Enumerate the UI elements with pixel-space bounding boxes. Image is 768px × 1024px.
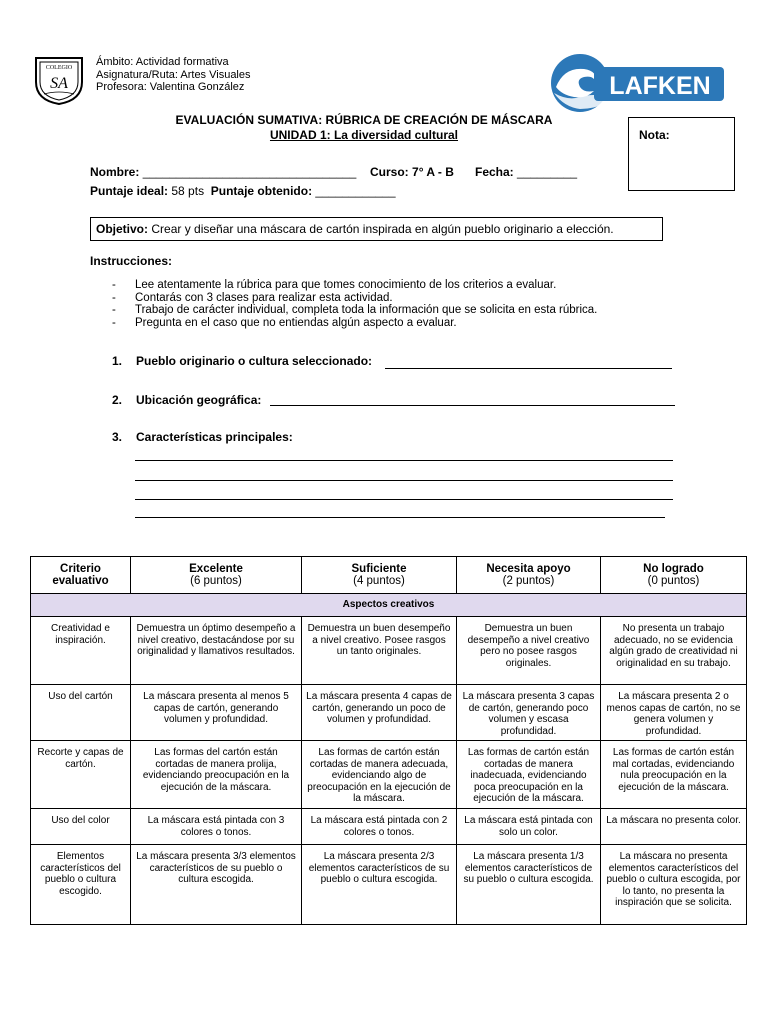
table-cell: Demuestra un buen desempeño a nivel creativo pero no posee rasgos originales. — [457, 617, 601, 685]
curso-row — [370, 165, 454, 179]
section-row — [31, 594, 747, 617]
puntaje-obtenido-label: Puntaje obtenido: — [210, 184, 313, 198]
criterion-cell: Recorte y capas de cartón. — [31, 741, 131, 809]
question-1: 1. Pueblo originario o cultura seleccionado: — [112, 354, 373, 368]
nota-box[interactable] — [628, 117, 735, 191]
table-row — [31, 617, 747, 685]
list-item: - Contarás con 3 clases para realizar esta actividad. — [112, 292, 597, 305]
column-header: Necesita apoyo (2 puntos) — [457, 557, 601, 594]
table-cell: La máscara presenta 2/3 elementos característicos de su pueblo o cultura escogida. — [302, 845, 457, 925]
nombre-label: Nombre: — [90, 165, 140, 179]
instructions-title: Instrucciones: — [90, 254, 173, 268]
table-cell: Las formas de cartón están mal cortadas, evidenciando nula preocupación en la ejecución de la máscara. — [601, 741, 747, 809]
answer-line-2[interactable] — [270, 405, 675, 406]
table-row — [31, 845, 747, 925]
table-cell: La máscara está pintada con 2 colores o tonos. — [302, 809, 457, 845]
answer-line-1[interactable] — [385, 368, 672, 369]
svg-text:LAFKEN: LAFKEN — [609, 72, 711, 100]
fecha-row — [475, 165, 577, 179]
answer-line-3a[interactable] — [135, 460, 673, 461]
table-cell: La máscara está pintada con 3 colores o tonos. — [131, 809, 302, 845]
svg-text:SA: SA — [50, 75, 68, 92]
svg-text:COLEGIO: COLEGIO — [45, 65, 73, 71]
criterion-cell: Uso del cartón — [31, 685, 131, 741]
table-cell: Demuestra un buen desempeño a nivel creativo. Posee rasgos un tanto originales. — [302, 617, 457, 685]
question-2: 2. Ubicación geográfica: — [112, 393, 262, 407]
table-cell: La máscara no presenta elementos característicos del pueblo o cultura escogida, por lo tanto, no presenta la inspiración que se solicita. — [601, 845, 747, 925]
objective-box — [90, 217, 663, 241]
page-title: EVALUACIÓN SUMATIVA: RÚBRICA DE CREACIÓN DE MÁSCARA — [175, 113, 553, 127]
asignatura-text: Asignatura/Ruta: Artes Visuales — [96, 68, 251, 81]
table-header-row — [31, 557, 747, 594]
curso-label: Curso: — [370, 165, 409, 179]
rubric-table — [30, 556, 747, 925]
table-cell: La máscara presenta 3 capas de cartón, generando poco volumen y escasa profundidad. — [457, 685, 601, 741]
criterion-cell: Creatividad e inspiración. — [31, 617, 131, 685]
nota-label: Nota: — [639, 128, 670, 142]
table-cell: La máscara presenta al menos 5 capas de cartón, generando volumen y profundidad. — [131, 685, 302, 741]
puntaje-ideal-label: Puntaje ideal: — [90, 184, 169, 198]
unit-title: UNIDAD 1: La diversidad cultural — [269, 128, 459, 142]
table-cell: Las formas del cartón están cortadas de manera prolija, evidenciando preocupación en la ejecución de la máscara. — [131, 741, 302, 809]
answer-line-3c[interactable] — [135, 499, 673, 500]
ambito-text: Ámbito: Actividad formativa — [96, 56, 229, 68]
table-cell: Las formas de cartón están cortadas de manera inadecuada, evidenciando poca preocupación en la ejecución de la máscara. — [457, 741, 601, 809]
column-header: Criterio evaluativo — [31, 557, 131, 594]
school-logo-icon — [30, 52, 88, 106]
table-cell: La máscara presenta 4 capas de cartón, generando un poco de volumen y profundidad. — [302, 685, 457, 741]
section-title: Aspectos creativos — [31, 594, 747, 617]
table-cell: La máscara está pintada con solo un color. — [457, 809, 601, 845]
criterion-cell: Elementos característicos del pueblo o cultura escogido. — [31, 845, 131, 925]
answer-line-3d[interactable] — [135, 517, 665, 518]
table-cell: Demuestra un óptimo desempeño a nivel creativo, destacándose por su originalidad y llamativos resultados. — [131, 617, 302, 685]
table-cell: La máscara presenta 2 o menos capas de cartón, no se genera volumen y profundidad. — [601, 685, 747, 741]
curso-value: 7° A - B — [412, 165, 454, 179]
table-row — [31, 809, 747, 845]
lafken-logo — [550, 53, 725, 113]
table-cell: No presenta un trabajo adecuado, no se evidencia algún grado de creatividad ni originalidad en su trabajo. — [601, 617, 747, 685]
fecha-label: Fecha: — [475, 165, 514, 179]
instructions-list — [112, 279, 597, 329]
student-info-row — [90, 165, 356, 179]
answer-line-3b[interactable] — [135, 480, 673, 481]
table-cell: Las formas de cartón están cortadas de manera adecuada, evidenciando algo de preocupación en la ejecución de la máscara. — [302, 741, 457, 809]
puntaje-row — [90, 184, 396, 198]
nombre-field[interactable]: ________________________________ — [142, 165, 357, 179]
table-row — [31, 741, 747, 809]
column-header: No logrado (0 puntos) — [601, 557, 747, 594]
question-label: Ubicación geográfica: — [136, 393, 262, 407]
objective-text: Crear y diseñar una máscara de cartón inspirada en algún pueblo originario a elección. — [151, 222, 614, 236]
profesora-text: Profesora: Valentina González — [96, 81, 245, 93]
question-label: Pueblo originario o cultura seleccionado: — [136, 354, 373, 368]
column-header: Excelente (6 puntos) — [131, 557, 302, 594]
puntaje-ideal-value: 58 pts — [171, 184, 205, 198]
list-item: - Lee atentamente la rúbrica para que tomes conocimiento de los criterios a evaluar. — [112, 279, 597, 292]
question-3: 3. Características principales: — [112, 430, 293, 444]
table-cell: La máscara presenta 3/3 elementos característicos de su pueblo o cultura escogida. — [131, 845, 302, 925]
column-header: Suficiente (4 puntos) — [302, 557, 457, 594]
fecha-field[interactable]: _________ — [517, 165, 578, 179]
list-item: - Pregunta en el caso que no entiendas algún aspecto a evaluar. — [112, 317, 597, 330]
objective-label: Objetivo: — [96, 222, 149, 236]
puntaje-obtenido-field[interactable]: ____________ — [315, 184, 396, 198]
list-item: - Trabajo de carácter individual, completa toda la información que se solicita en esta rúbrica. — [112, 304, 597, 317]
table-cell: La máscara presenta 1/3 elementos característicos de su pueblo o cultura escogida. — [457, 845, 601, 925]
table-cell: La máscara no presenta color. — [601, 809, 747, 845]
header-info — [96, 56, 251, 94]
criterion-cell: Uso del color — [31, 809, 131, 845]
question-label: Características principales: — [136, 430, 293, 444]
table-row — [31, 685, 747, 741]
